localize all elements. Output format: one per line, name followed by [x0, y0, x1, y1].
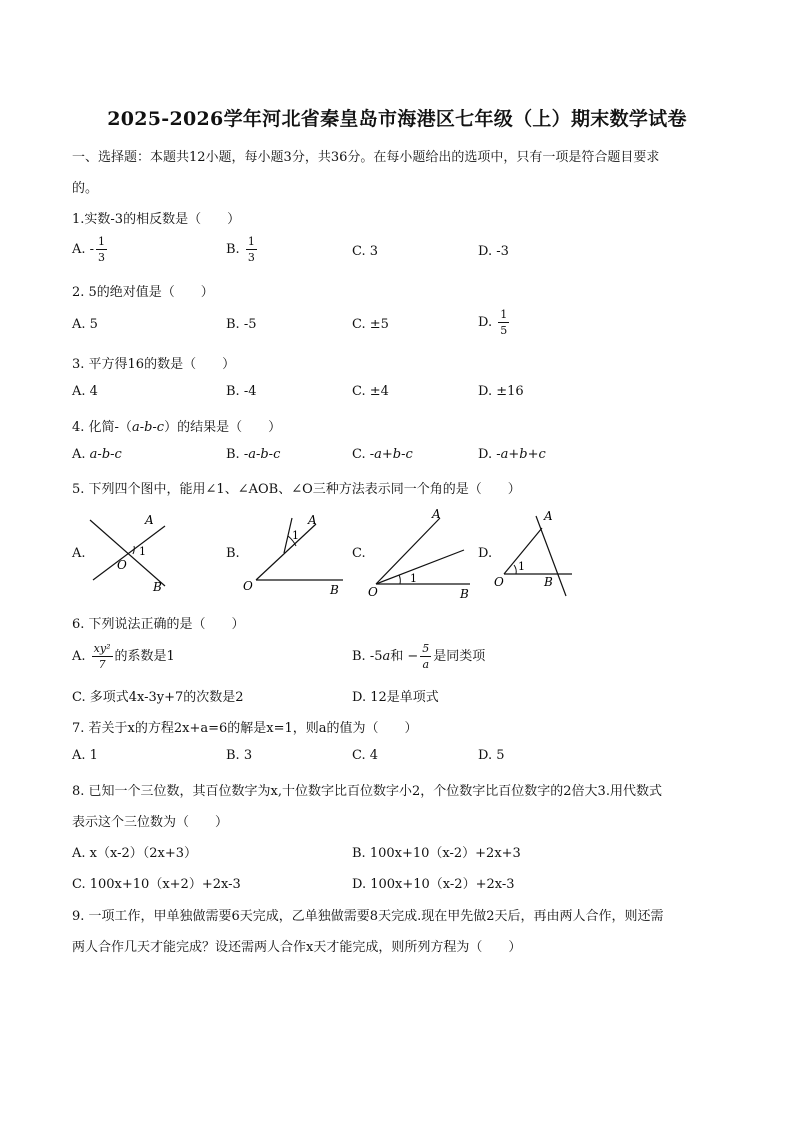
q2-option-d-fraction	[498, 309, 509, 336]
q5-figure-c	[364, 504, 480, 600]
q2-stem: 2. 5的绝对值是（ ）	[72, 285, 214, 300]
q5-c-angle-arc	[399, 575, 400, 584]
q5-b-point-a: A	[308, 513, 317, 527]
q3-option-a: A. 4	[72, 384, 98, 399]
q1-b-denominator: 3	[247, 251, 255, 264]
q2-d-denominator: 5	[500, 324, 508, 337]
q6-a-text: 的系数是1	[114, 649, 175, 664]
q8-option-a: A. x（x-2）（2x+3）	[72, 846, 198, 861]
q1-option-b	[226, 236, 259, 263]
q5-figure-d	[490, 508, 580, 598]
q5-c-ray-oa	[376, 518, 440, 584]
q3-option-d: D. ±16	[478, 384, 524, 399]
q5-d-angle-arc	[514, 565, 516, 574]
q2-option-c: C. ±5	[352, 317, 389, 332]
q8-option-d: D. 100x+10（x-2）+2x-3	[352, 877, 515, 892]
q4-d-label: D.	[478, 447, 493, 462]
q4-b-expr: -a-b-c	[243, 447, 281, 462]
section-heading-line1: 一、选择题：本题共12小题，每小题3分，共36分。在每小题给出的选项中，只有一项是符合题目要求	[72, 150, 660, 165]
q1-option-a-prefix: A. -	[72, 242, 95, 257]
q3-option-c: C. ±4	[352, 384, 389, 399]
q5-a-line-oa	[93, 526, 165, 580]
q4-d-expr: -a+b+c	[496, 447, 546, 462]
q5-d-point-a: A	[544, 509, 553, 523]
q1-option-a-fraction	[96, 236, 107, 263]
q4-option-a	[72, 447, 122, 462]
q4-c-label: C.	[352, 447, 366, 462]
q4-option-c	[352, 447, 413, 462]
q6-b-mid: 和 −	[390, 649, 419, 664]
q3-stem: 3. 平方得16的数是（ ）	[72, 357, 236, 372]
q6-a-numerator: xy²	[93, 642, 111, 655]
q5-a-angle-1: 1	[139, 545, 146, 558]
q5-c-point-b: B	[460, 587, 469, 600]
q2-option-b: B. -5	[226, 317, 257, 332]
q6-stem: 6. 下列说法正确的是（ ）	[72, 617, 245, 632]
q5-b-angle-1: 1	[292, 529, 299, 542]
q1-b-numerator: 1	[247, 235, 255, 248]
q4-option-d	[478, 447, 546, 462]
q9-stem-line1: 9. 一项工作，甲单独做需要6天完成，乙单独做需要8天完成.现在甲先做2天后，再由两人合作，则还需	[72, 909, 664, 924]
q6-b-label: B. -5	[352, 649, 383, 664]
q6-option-b	[352, 643, 485, 670]
q5-c-point-o: O	[368, 585, 378, 599]
q5-c-point-a: A	[432, 507, 441, 521]
q6-option-d: D. 12是单项式	[352, 690, 439, 705]
q8-option-b: B. 100x+10（x-2）+2x+3	[352, 846, 521, 861]
q4-b-label: B.	[226, 447, 240, 462]
exam-title: 2025-2026学年河北省秦皇岛市海港区七年级（上）期末数学试卷	[107, 108, 687, 130]
q1-option-b-fraction	[246, 236, 257, 263]
q4-c-expr: -a+b-c	[369, 447, 413, 462]
q5-option-c-label: C.	[352, 546, 366, 561]
q4-stem-post: ）的结果是（ ）	[164, 420, 282, 435]
q5-a-point-a: A	[145, 513, 154, 527]
q8-stem-line2: 表示这个三位数为（ ）	[72, 815, 229, 830]
q4-stem-expression: a-b-c	[131, 420, 165, 435]
q6-b-fraction	[420, 643, 431, 670]
q5-d-point-b: B	[544, 575, 553, 589]
q6-a-denominator: 7	[98, 658, 106, 671]
q8-option-c: C. 100x+10（x+2）+2x-3	[72, 877, 241, 892]
q1-a-numerator: 1	[98, 235, 106, 248]
q5-c-angle-1: 1	[410, 572, 417, 585]
q4-stem	[72, 416, 281, 435]
q5-a-point-o: O	[117, 558, 127, 572]
q6-b-numerator: 5	[422, 642, 430, 655]
q7-stem: 7. 若关于x的方程2x+a=6的解是x=1，则a的值为（ ）	[72, 721, 418, 736]
q5-option-a-label: A.	[72, 546, 86, 561]
q5-stem: 5. 下列四个图中，能用∠1、∠AOB、∠O三种方法表示同一个角的是（ ）	[72, 482, 521, 497]
q7-option-b: B. 3	[226, 748, 253, 763]
q4-a-expr: a-b-c	[89, 447, 122, 462]
q6-a-fraction	[92, 643, 113, 670]
q5-d-angle-1: 1	[518, 560, 525, 573]
q2-option-d-prefix: D.	[478, 315, 493, 330]
q5-a-line-ob	[90, 520, 165, 586]
q5-option-d-label: D.	[478, 546, 493, 561]
q9-stem-line2: 两人合作几天才能完成？设还需两人合作x天才能完成，则所列方程为（ ）	[72, 940, 522, 955]
q7-option-a: A. 1	[72, 748, 98, 763]
q6-a-label: A.	[72, 649, 86, 664]
q6-option-c: C. 多项式4x-3y+7的次数是2	[72, 690, 244, 705]
q4-stem-pre: 4. 化简-（	[72, 420, 132, 435]
q5-option-b-label: B.	[226, 546, 240, 561]
q2-option-d	[478, 309, 511, 336]
q1-stem: 1.实数-3的相反数是（ ）	[72, 212, 241, 227]
q7-option-c: C. 4	[352, 748, 379, 763]
q2-option-a: A. 5	[72, 317, 98, 332]
q1-option-a	[72, 236, 109, 263]
q5-b-point-b: B	[330, 583, 339, 597]
q4-option-b	[226, 447, 280, 462]
q5-figure-a	[85, 510, 175, 596]
q5-figure-b	[238, 510, 348, 598]
q4-a-label: A.	[72, 447, 86, 462]
q6-b-denominator: a	[422, 658, 430, 671]
q5-b-ray-oa	[256, 524, 316, 580]
q6-b-var: a	[382, 649, 391, 664]
q6-option-a	[72, 643, 175, 670]
q1-option-b-prefix: B.	[226, 242, 240, 257]
q1-a-denominator: 3	[98, 251, 106, 264]
section-heading-line2: 的。	[72, 181, 99, 196]
q6-b-text: 是同类项	[433, 649, 486, 664]
q1-option-c: C. 3	[352, 244, 379, 259]
q7-option-d: D. 5	[478, 748, 505, 763]
q2-d-numerator: 1	[500, 308, 508, 321]
q5-d-point-o: O	[494, 575, 504, 589]
q8-stem-line1: 8. 已知一个三位数，其百位数字为x,十位数字比百位数字小2，个位数字比百位数字的2倍大3.用代数式	[72, 784, 662, 799]
q5-a-point-b: B	[153, 580, 162, 594]
q3-option-b: B. -4	[226, 384, 257, 399]
q5-b-point-o: O	[243, 579, 253, 593]
q5-c-inner-ray	[376, 550, 464, 584]
q1-option-d: D. -3	[478, 244, 509, 259]
